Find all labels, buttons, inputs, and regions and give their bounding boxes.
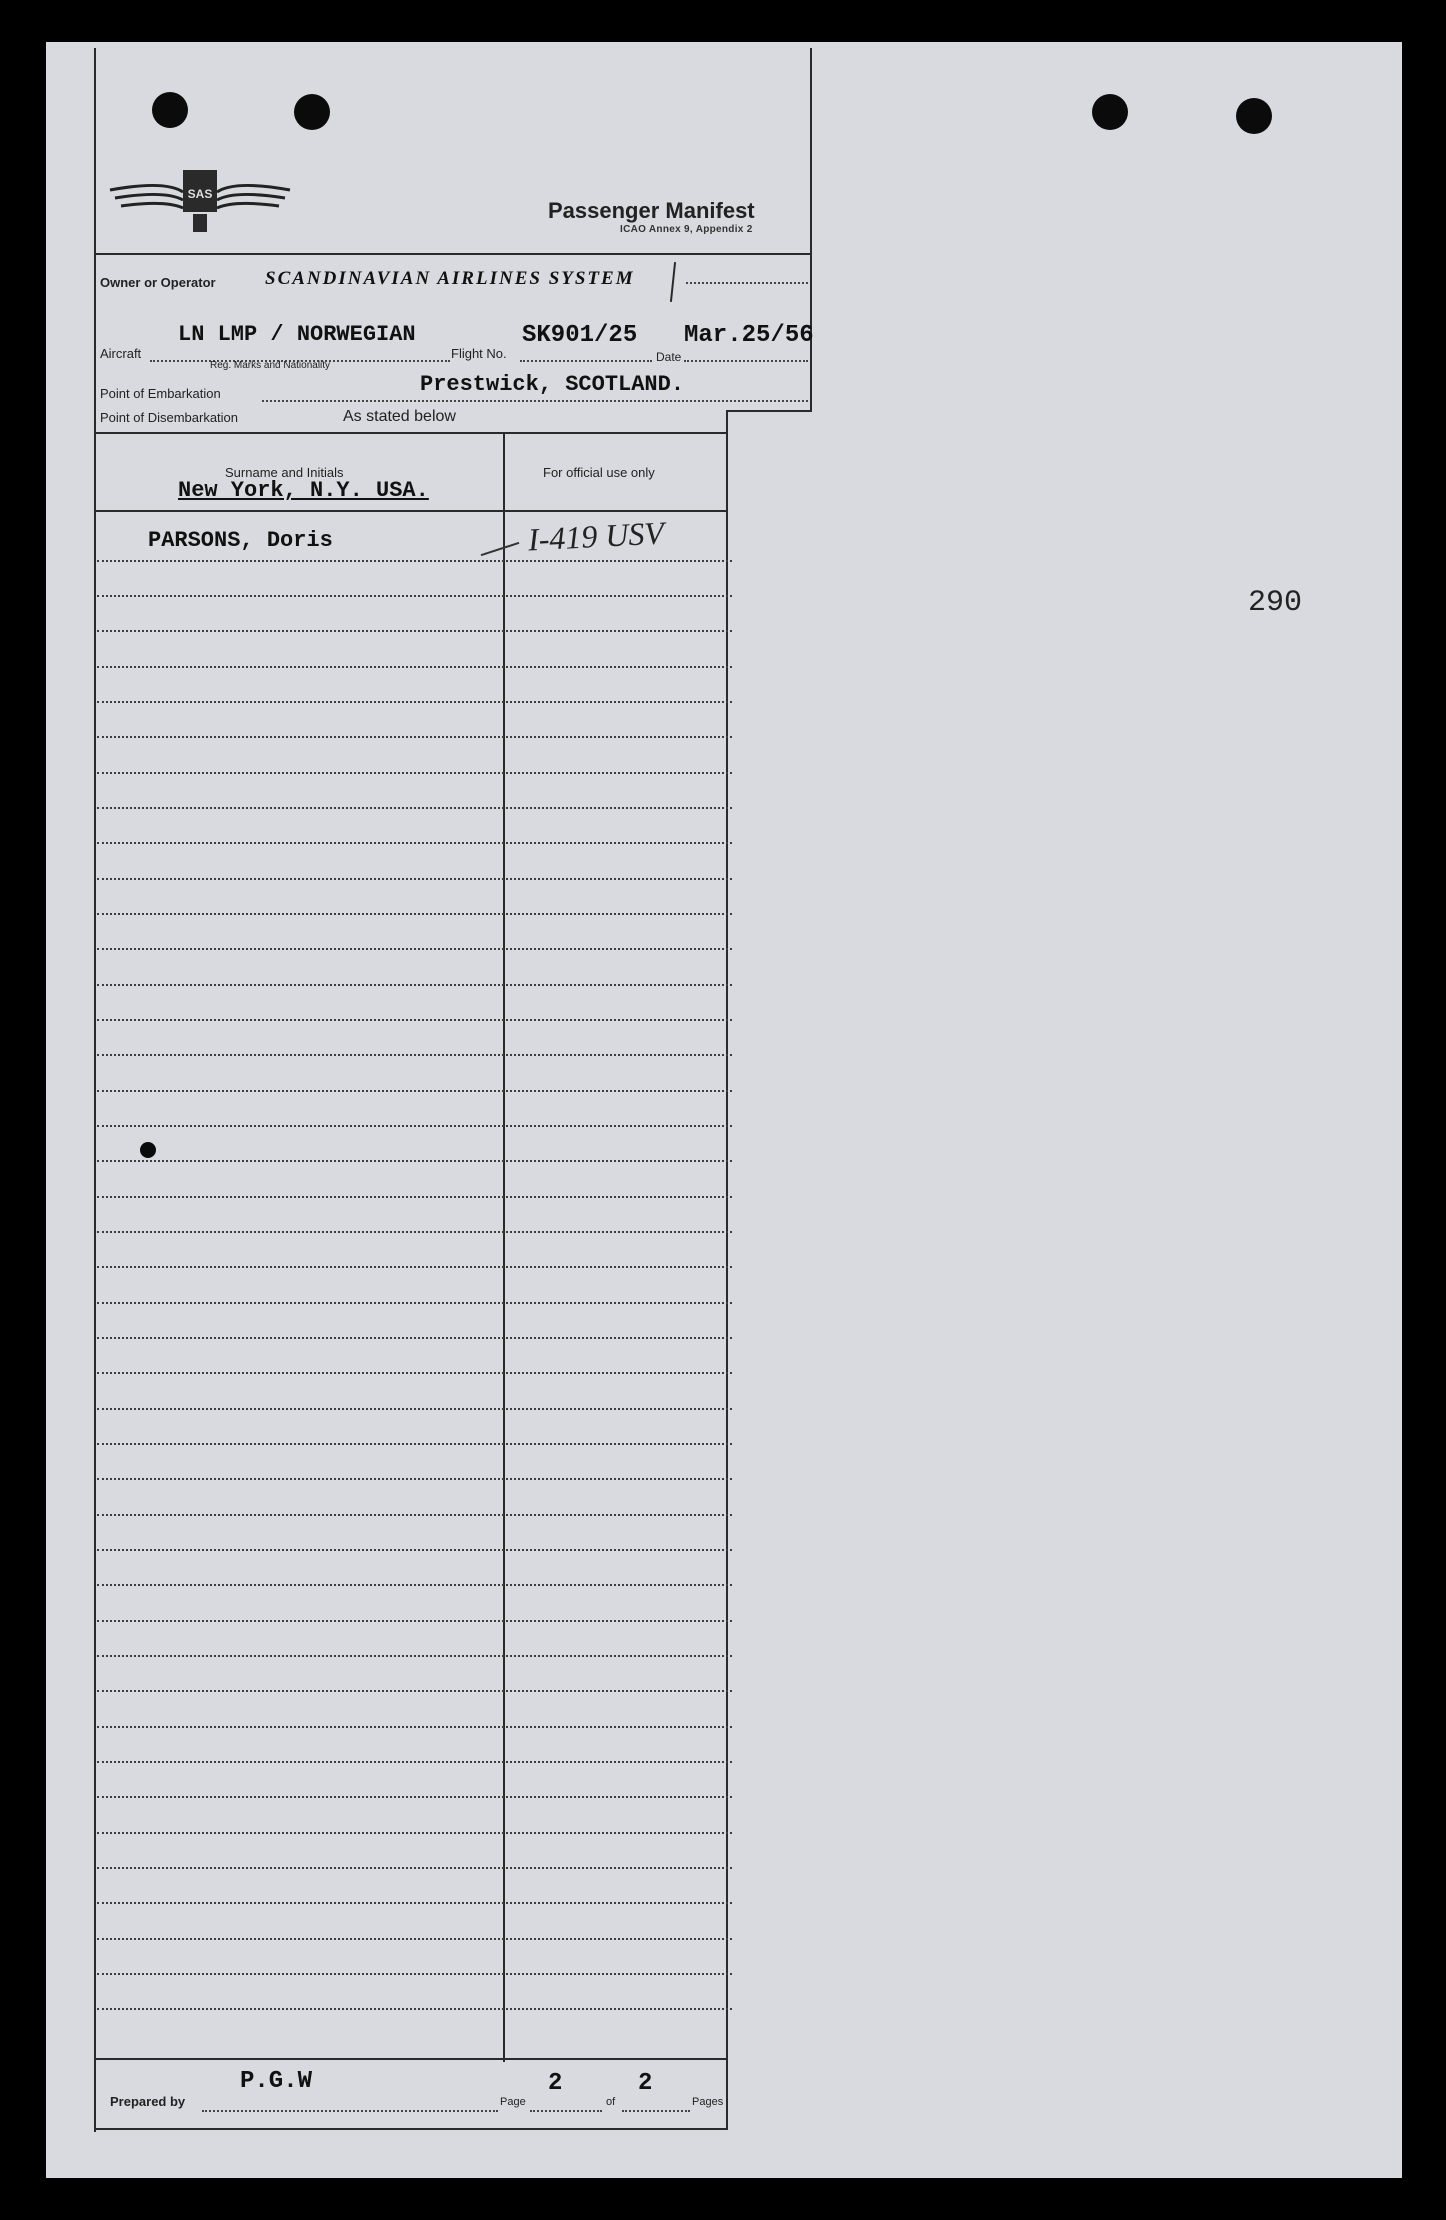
date-label: Date	[656, 350, 682, 364]
row-line	[97, 1620, 732, 1622]
row-line	[97, 1514, 732, 1516]
row-line	[97, 1196, 732, 1198]
columns-top-line	[94, 432, 728, 434]
row-line	[97, 1726, 732, 1728]
page-dotline	[530, 2110, 602, 2112]
row-line	[97, 772, 732, 774]
owner-dotline	[686, 282, 808, 284]
form-bottom-line	[94, 2128, 728, 2130]
official-column-header: For official use only	[543, 465, 655, 480]
row-line	[97, 1761, 732, 1763]
destination-heading: New York, N.Y. USA.	[178, 478, 429, 503]
prepared-dotline	[202, 2110, 498, 2112]
flight-dotline	[520, 360, 652, 362]
row-line	[97, 666, 732, 668]
punch-hole	[1236, 98, 1272, 134]
stamp-number: 290	[1248, 586, 1303, 620]
row-line	[97, 1832, 732, 1834]
row-line	[97, 595, 732, 597]
punch-hole	[294, 94, 330, 130]
date-value: Mar.25/56	[684, 322, 814, 349]
ink-spot	[140, 1142, 156, 1158]
of-dotline	[622, 2110, 690, 2112]
row-line	[97, 1302, 732, 1304]
form-left-border	[94, 48, 96, 2132]
form-right-border-lower	[726, 410, 728, 2130]
row-line	[97, 1655, 732, 1657]
header-divider	[94, 253, 812, 255]
svg-text:SAS: SAS	[187, 187, 213, 201]
page-label: Page	[500, 2096, 526, 2108]
row-line	[97, 913, 732, 915]
disembarkation-value: As stated below	[343, 408, 456, 425]
row-line	[97, 1231, 732, 1233]
disembarkation-label: Point of Disembarkation	[100, 410, 239, 425]
date-dotline	[684, 360, 808, 362]
punch-hole	[1092, 94, 1128, 130]
row-line	[97, 1054, 732, 1056]
prepared-by-value: P.G.W	[240, 2068, 313, 2095]
of-value: 2	[638, 2070, 653, 2097]
row-line	[97, 1443, 732, 1445]
row-line	[97, 1125, 732, 1127]
row-line	[97, 630, 732, 632]
row-line	[97, 1160, 732, 1162]
columns-header-line	[94, 510, 728, 512]
passenger-name: PARSONS, Doris	[148, 528, 333, 553]
row-line	[97, 560, 732, 562]
embarkation-label: Point of Embarkation	[100, 386, 221, 401]
row-line	[97, 948, 732, 950]
row-line	[97, 1266, 732, 1268]
embarkation-dotline	[262, 400, 808, 402]
pages-label: Pages	[692, 2096, 724, 2108]
row-line	[97, 1902, 732, 1904]
page-value: 2	[548, 2070, 563, 2097]
form-step-line	[726, 410, 812, 412]
row-line	[97, 2008, 732, 2010]
row-line	[97, 1973, 732, 1975]
of-label: of	[606, 2096, 616, 2108]
row-line	[97, 1796, 732, 1798]
aircraft-sublabel: Reg. Marks and Nationality	[210, 360, 331, 371]
flight-label: Flight No.	[451, 346, 507, 361]
row-line	[97, 1372, 732, 1374]
page-subtitle: ICAO Annex 9, Appendix 2	[620, 224, 753, 235]
form-right-border-upper	[810, 48, 812, 410]
row-line	[97, 1408, 732, 1410]
aircraft-value: LN LMP / NORWEGIAN	[178, 322, 416, 347]
row-line	[97, 1337, 732, 1339]
punch-hole	[152, 92, 188, 128]
footer-top-line	[94, 2058, 728, 2060]
row-line	[97, 1938, 732, 1940]
row-line	[97, 842, 732, 844]
prepared-by-label: Prepared by	[110, 2094, 186, 2109]
owner-value: SCANDINAVIAN AIRLINES SYSTEM	[265, 268, 635, 289]
row-line	[97, 1019, 732, 1021]
sas-wings-logo	[105, 162, 295, 236]
row-line	[97, 1549, 732, 1551]
row-line	[97, 1478, 732, 1480]
row-line	[97, 1690, 732, 1692]
row-line	[97, 984, 732, 986]
row-line	[97, 1584, 732, 1586]
row-line	[97, 807, 732, 809]
passenger-official-note: I-419 USV	[527, 514, 665, 558]
flight-value: SK901/25	[522, 322, 638, 349]
row-line	[97, 736, 732, 738]
column-divider	[503, 432, 505, 2062]
owner-label: Owner or Operator	[100, 275, 216, 290]
row-line	[97, 878, 732, 880]
embarkation-value: Prestwick, SCOTLAND.	[420, 372, 685, 397]
page-title: Passenger Manifest	[548, 198, 755, 223]
row-line	[97, 1867, 732, 1869]
aircraft-label: Aircraft	[100, 346, 142, 361]
row-line	[97, 701, 732, 703]
surname-column-header: Surname and Initials	[225, 465, 344, 480]
row-line	[97, 1090, 732, 1092]
